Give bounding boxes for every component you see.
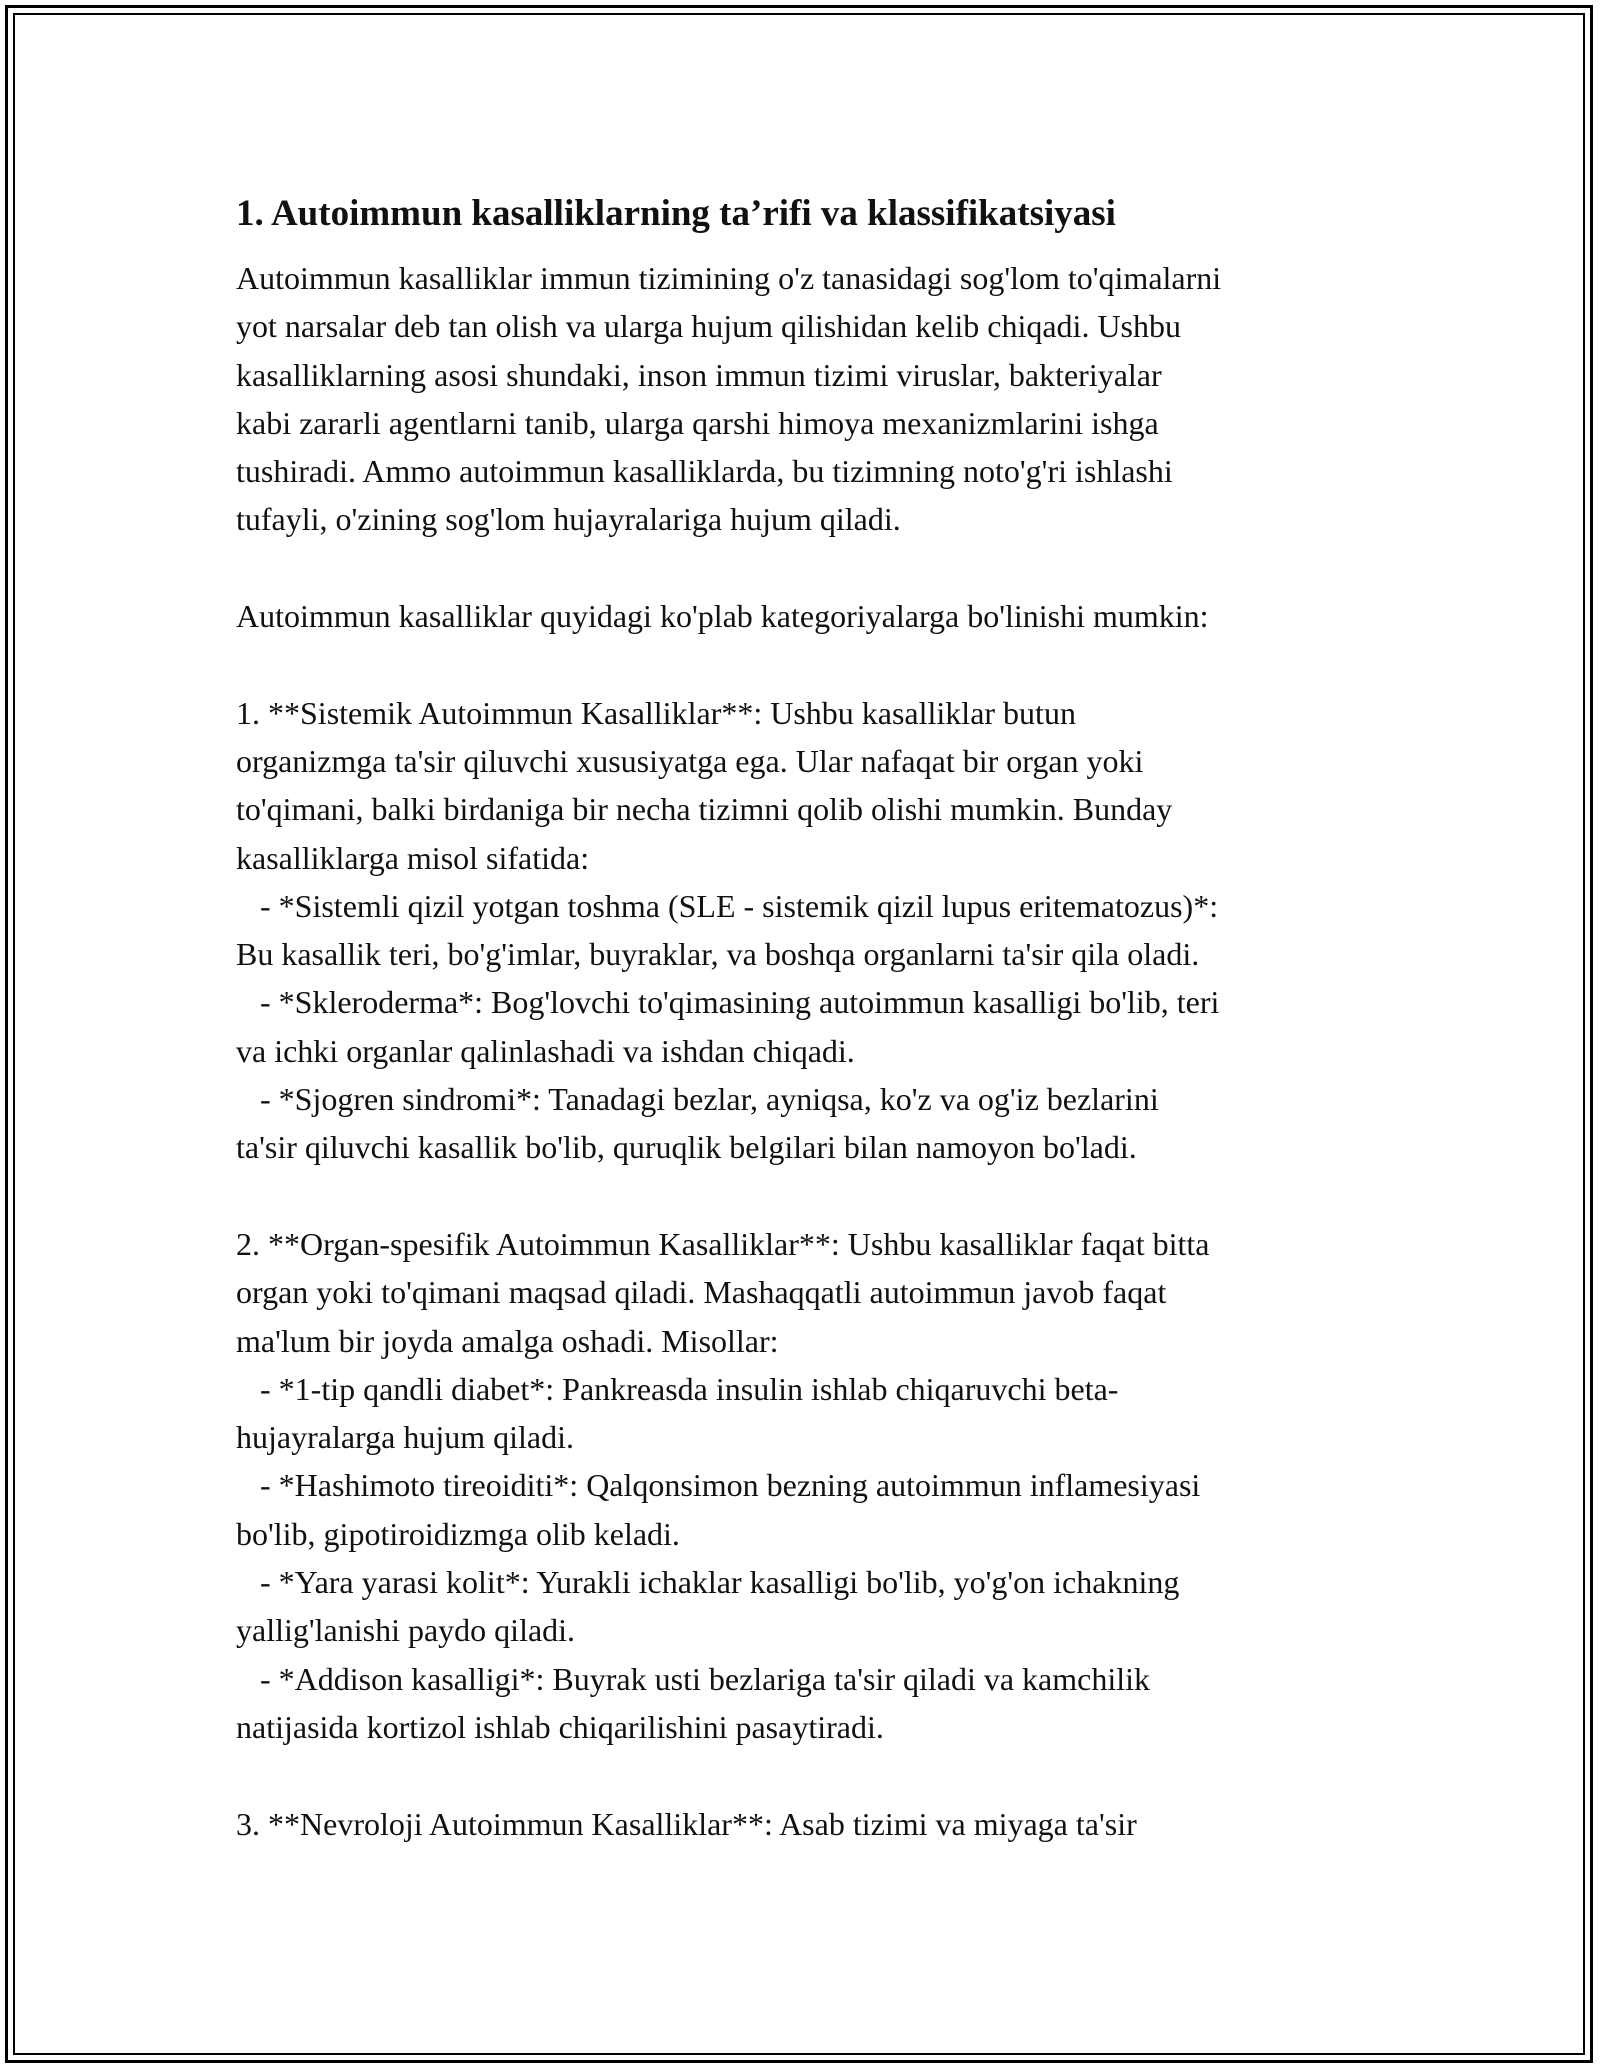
text-line: kabi zararli agentlarni tanib, ularga qarshi himoya mexanizmlarini ishga <box>236 404 1159 441</box>
text-line: tufayli, o'zining sog'lom hujayralariga hujum qiladi. <box>236 501 901 538</box>
text-line: natijasida kortizol ishlab chiqarilishini pasaytiradi. <box>236 1708 884 1745</box>
sub-list-item: - *Sjogren sindromi*: Tanadagi bezlar, ayniqsa, ko'z va og'iz bezlarini <box>236 1081 1159 1118</box>
sub-list-item: - *Yara yarasi kolit*: Yurakli ichaklar kasalligi bo'lib, yo'g'on ichakning <box>236 1564 1180 1601</box>
text-line: Autoimmun kasalliklar quyidagi ko'plab kategoriyalarga bo'linishi mumkin: <box>236 598 1209 635</box>
text-line: va ichki organlar qalinlashadi va ishdan chiqadi. <box>236 1032 855 1069</box>
sub-list-item: - *1-tip qandli diabet*: Pankreasda insulin ishlab chiqaruvchi beta- <box>236 1370 1119 1407</box>
text-line: organ yoki to'qimani maqsad qiladi. Mashaqqatli autoimmun javob faqat <box>236 1274 1167 1311</box>
sub-list-item: - *Hashimoto tireoiditi*: Qalqonsimon bezning autoimmun inflamesiyasi <box>236 1467 1201 1504</box>
text-line: kasalliklarga misol sifatida: <box>236 839 590 876</box>
text-line: ta'sir qiluvchi kasallik bo'lib, quruqlik belgilari bilan namoyon bo'ladi. <box>236 1129 1137 1166</box>
text-line: to'qimani, balki birdaniga bir necha tizimni qolib olishi mumkin. Bunday <box>236 791 1173 828</box>
list-item-heading: 3. **Nevroloji Autoimmun Kasalliklar**: Asab tizimi va miyaga ta'sir <box>236 1805 1137 1842</box>
text-line: kasalliklarning asosi shundaki, inson immun tizimi viruslar, bakteriyalar <box>236 356 1162 393</box>
blank-line <box>236 640 1366 688</box>
text-line: yot narsalar deb tan olish va ularga hujum qilishidan kelib chiqadi. Ushbu <box>236 308 1181 345</box>
list-item-heading: 2. **Organ-spesifik Autoimmun Kasalliklar**: Ushbu kasalliklar faqat bitta <box>236 1225 1210 1262</box>
text-line: bo'lib, gipotiroidizmga olib keladi. <box>236 1515 680 1552</box>
section-heading: 1. Autoimmun kasalliklarning ta’rifi va klassifikatsiyasi <box>236 193 1116 234</box>
blank-line <box>236 544 1366 592</box>
text-line: Autoimmun kasalliklar immun tizimining o'z tanasidagi sog'lom to'qimalarni <box>236 260 1222 296</box>
blank-line <box>236 1172 1366 1220</box>
text-line: organizmga ta'sir qiluvchi xususiyatga ega. Ular nafaqat bir organ yoki <box>236 742 1144 779</box>
body-text <box>236 254 1366 1848</box>
text-line: ma'lum bir joyda amalga oshadi. Misollar: <box>236 1322 779 1359</box>
document-content <box>236 186 1366 1848</box>
text-line: hujayralarga hujum qiladi. <box>236 1419 574 1456</box>
sub-list-item: - *Skleroderma*: Bog'lovchi to'qimasining autoimmun kasalligi bo'lib, teri <box>236 984 1220 1021</box>
sub-list-item: - *Sistemli qizil yotgan toshma (SLE - sistemik qizil lupus eritematozus)*: <box>236 887 1219 924</box>
text-line: Bu kasallik teri, bo'g'imlar, buyraklar, va boshqa organlarni ta'sir qila oladi. <box>236 936 1200 973</box>
text-line: tushiradi. Ammo autoimmun kasalliklarda, bu tizimning noto'g'ri ishlashi <box>236 453 1173 490</box>
blank-line <box>236 1751 1366 1799</box>
text-line: yallig'lanishi paydo qiladi. <box>236 1612 576 1649</box>
list-item-heading: 1. **Sistemik Autoimmun Kasalliklar**: Ushbu kasalliklar butun <box>236 694 1076 731</box>
sub-list-item: - *Addison kasalligi*: Buyrak usti bezlariga ta'sir qiladi va kamchilik <box>236 1660 1151 1697</box>
